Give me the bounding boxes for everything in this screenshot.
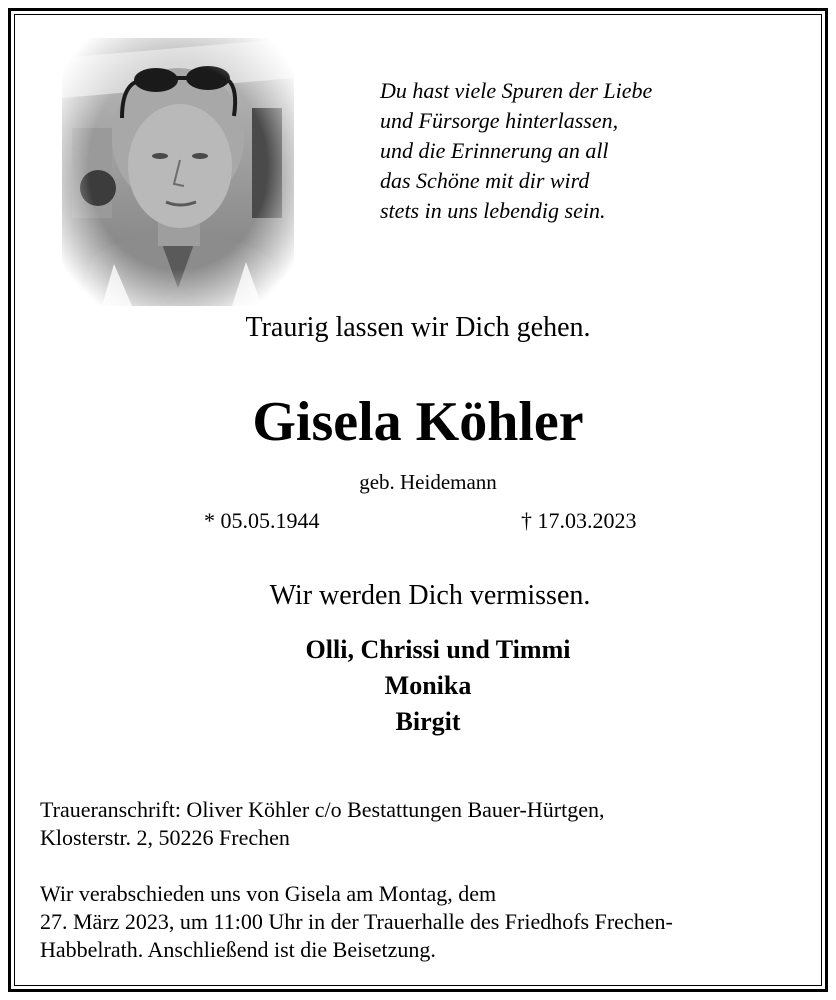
farewell-line: Habbelrath. Anschließend ist die Beisetzung. <box>40 937 436 962</box>
poem-line: und die Erinnerung an all <box>380 138 609 163</box>
poem-line: das Schöne mit dir wird <box>380 168 590 193</box>
family-line: Olli, Chrissi und Timmi <box>305 635 571 664</box>
deceased-name: Gisela Köhler <box>252 391 584 453</box>
maiden-name: geb. Heidemann <box>359 470 497 494</box>
intro-text: Traurig lassen wir Dich gehen. <box>245 312 591 343</box>
miss-text: Wir werden Dich vermissen. <box>269 580 591 611</box>
birth-date: * 05.05.1944 <box>204 508 320 533</box>
poem-line: und Fürsorge hinterlassen, <box>380 108 619 133</box>
poem <box>380 76 800 226</box>
family-line: Monika <box>384 671 472 700</box>
mourning-address <box>40 796 810 852</box>
family-line: Birgit <box>395 707 461 736</box>
address-line: Klosterstr. 2, 50226 Frechen <box>40 825 290 850</box>
portrait-photo <box>62 38 294 306</box>
farewell-notice <box>40 880 810 964</box>
address-line: Traueranschrift: Oliver Köhler c/o Bestattungen Bauer-Hürtgen, <box>40 797 605 822</box>
farewell-line: 27. März 2023, um 11:00 Uhr in der Trauerhalle des Friedhofs Frechen- <box>40 909 673 934</box>
farewell-line: Wir verabschieden uns von Gisela am Montag, dem <box>40 881 497 906</box>
poem-line: stets in uns lebendig sein. <box>380 198 606 223</box>
poem-line: Du hast viele Spuren der Liebe <box>380 78 653 103</box>
death-date: † 17.03.2023 <box>521 508 637 533</box>
family-signatures <box>0 632 836 740</box>
